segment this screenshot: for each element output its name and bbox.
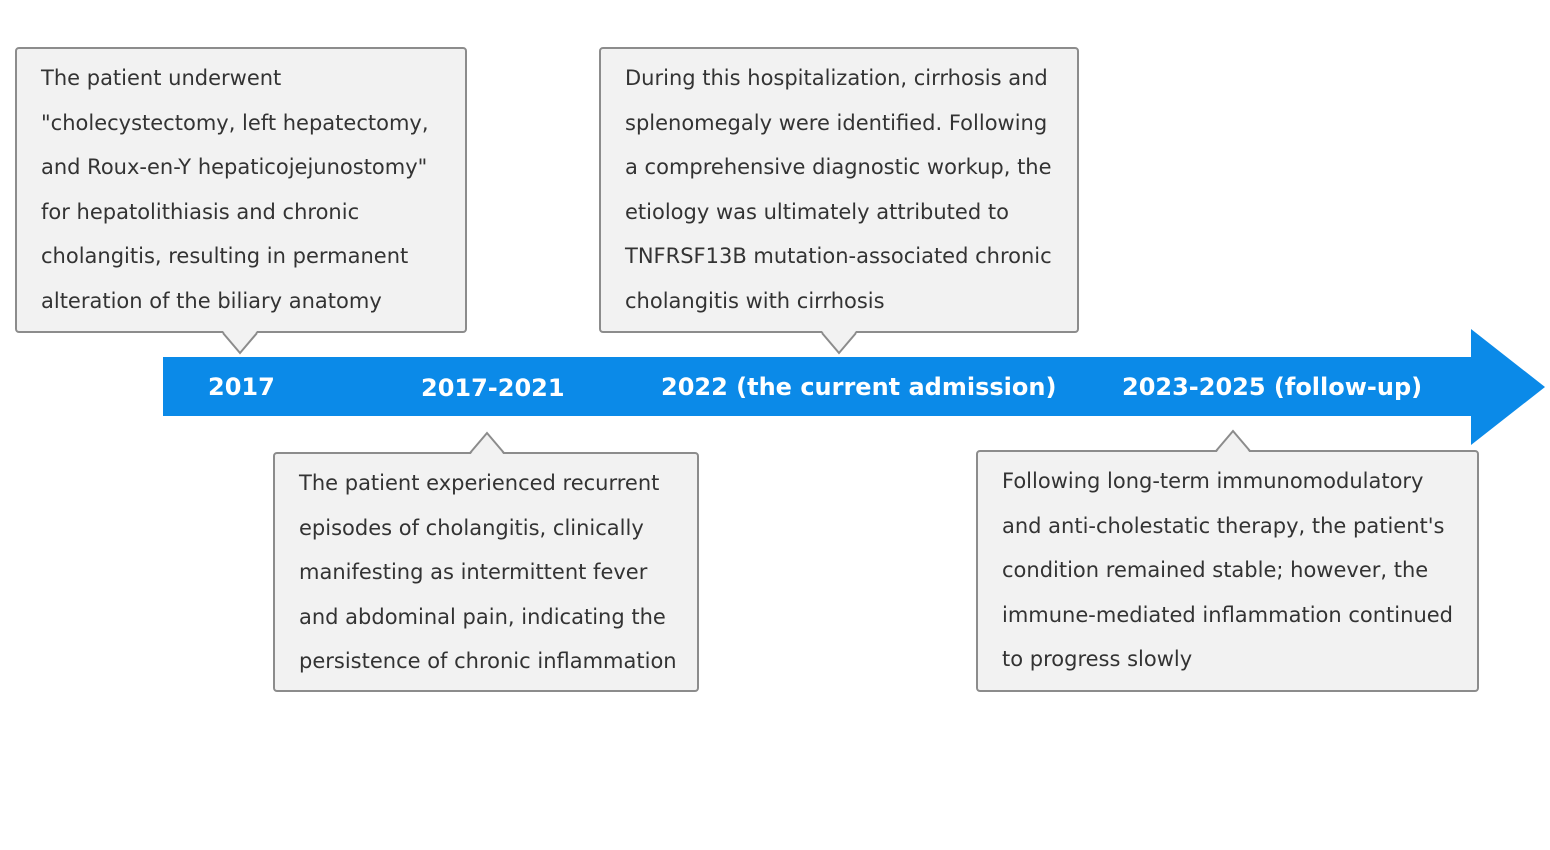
callout-2022-pointer — [821, 330, 857, 356]
callout-2022-line: a comprehensive diagnostic workup, the — [625, 155, 1052, 179]
callout-2017-line: "cholecystectomy, left hepatectomy, — [41, 110, 429, 135]
callout-2017-line: for hepatolithiasis and chronic — [41, 199, 360, 224]
callout-2023-2025-pointer — [1215, 428, 1251, 454]
callout-2022 — [599, 47, 1079, 333]
milestone-label-2023-2025: 2023-2025 (follow-up) — [1122, 373, 1423, 401]
callout-2022-line: splenomegaly were identified. Following — [625, 110, 1048, 135]
callout-2017-line: alteration of the biliary anatomy — [41, 288, 382, 313]
callout-2023-2025-line: immune-mediated inflammation continued — [1002, 602, 1453, 627]
callout-2022-line: cholangitis with cirrhosis — [625, 288, 885, 313]
callout-2022-line: TNFRSF13B mutation-associated chronic — [625, 244, 1052, 268]
callout-2023-2025-line: condition remained stable; however, the — [1002, 558, 1429, 582]
callout-2023-2025 — [976, 450, 1479, 692]
callout-2017-2021-line: The patient experienced recurrent — [299, 471, 660, 495]
callout-2017 — [15, 47, 467, 333]
callout-2017-line: The patient underwent — [41, 66, 282, 90]
callout-2017-2021-line: manifesting as intermittent fever — [299, 560, 648, 584]
callout-2017-2021 — [273, 452, 699, 692]
callout-2017-2021-line: episodes of cholangitis, clinically — [299, 515, 644, 540]
callout-2017-line: and Roux-en-Y hepaticojejunostomy" — [41, 155, 428, 179]
callout-2017-2021-line: and abdominal pain, indicating the — [299, 604, 666, 629]
callout-2023-2025-line: Following long-term immunomodulatory — [1002, 469, 1424, 493]
milestone-label-2022: 2022 (the current admission) — [661, 373, 1057, 401]
milestone-label-2017: 2017 — [208, 373, 275, 401]
callout-2017-2021-line: persistence of chronic inflammation — [299, 649, 677, 673]
callout-2022-line: etiology was ultimately attributed to — [625, 199, 1009, 224]
callout-2017-2021-pointer — [469, 430, 505, 456]
callout-2017-line: cholangitis, resulting in permanent — [41, 244, 409, 268]
callout-2023-2025-line: and anti-cholestatic therapy, the patient's — [1002, 513, 1445, 538]
milestone-label-2017-2021: 2017-2021 — [421, 374, 565, 402]
callout-2022-line: During this hospitalization, cirrhosis and — [625, 66, 1048, 90]
callout-2017-pointer — [222, 330, 258, 356]
callout-2023-2025-line: to progress slowly — [1002, 647, 1193, 671]
